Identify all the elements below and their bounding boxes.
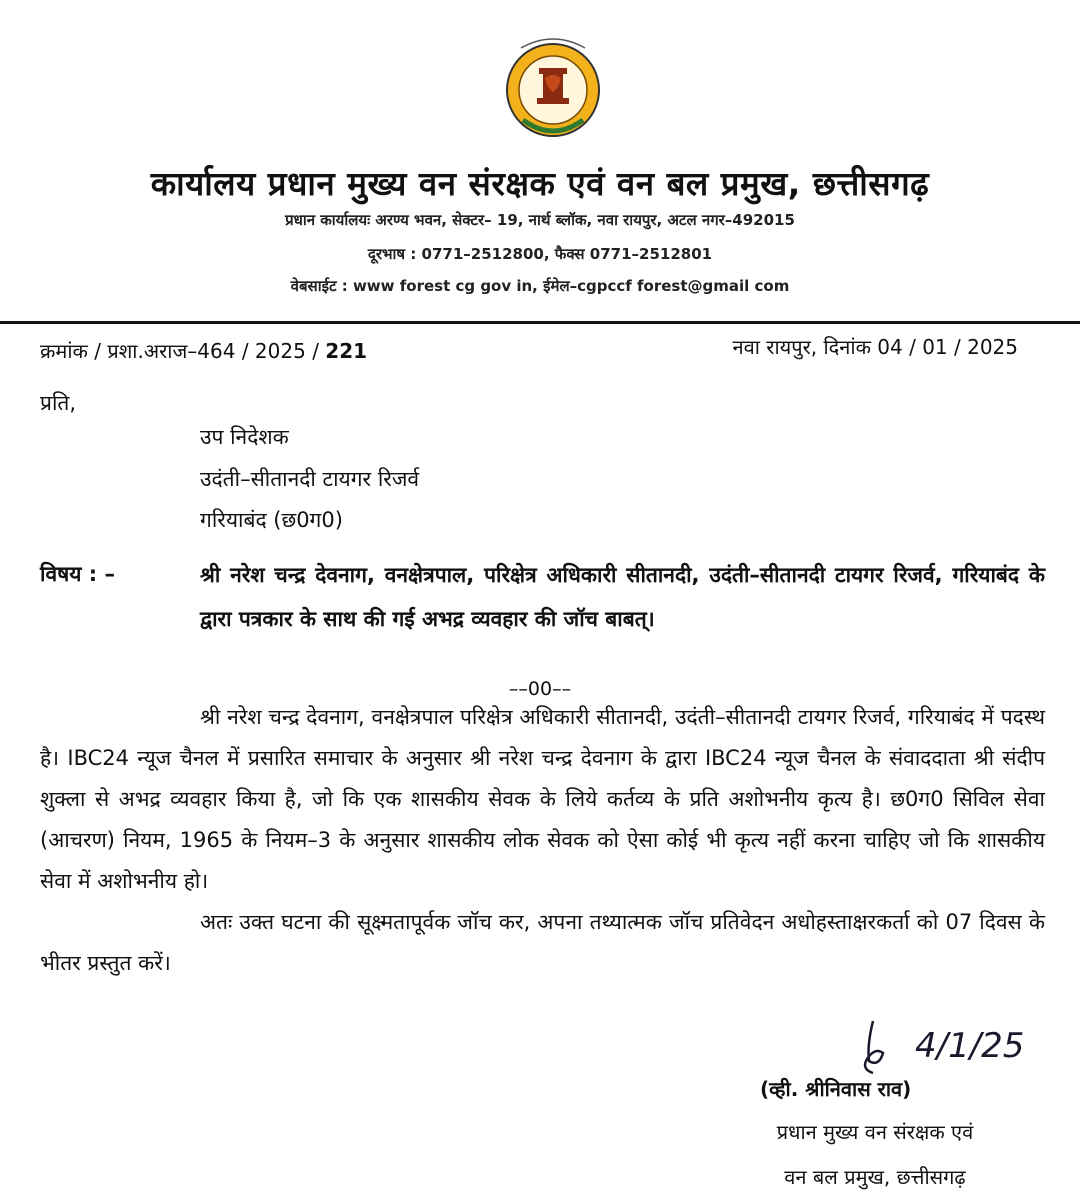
reference-serial: 221 <box>325 339 368 363</box>
body-paragraph: अतः उक्त घटना की सूक्ष्मतापूर्वक जॉच कर, अपना तथ्यात्मक जॉच प्रतिवेदन अधोहस्ताक्षरकर्ता को 07 दिवस के भीतर प्रस्तुत करें। <box>40 910 1045 975</box>
office-title: कार्यालय प्रधान मुख्य वन संरक्षक एवं वन बल प्रमुख, छत्तीसगढ़ <box>150 164 930 203</box>
body-paragraph: श्री नरेश चन्द्र देवनाग, वनक्षेत्रपाल परिक्षेत्र अधिकारी सीतानदी, उदंती–सीतानदी टायगर रिजर्व, गरियाबंद में पदस्थ है। IBC24 न्यूज चैनल में प्रसारित समाचार के अनुसार श्री नरेश चन्द्र देवनाग के द्वारा IBC24 न्यूज चैनल के संवाददाता श्री संदीप शुक्ला से अभद्र व्यवहार किया है, जो कि एक शासकीय सेवक के लिये कर्तव्य के प्रति अशोभनीय कृत्य है। छ0ग0 सिविल सेवा (आचरण) नियम, 1965 के नियम–3 के अनुसार शासकीय लोक सेवक को ऐसा कोई भी कृत्य नहीं करना चाहिए जो कि शासकीय सेवा में अशोभनीय हो। <box>40 705 1045 893</box>
designation-line: प्रधान मुख्य वन संरक्षक एवं <box>776 1120 974 1144</box>
office-website-email: वेबसाईट : www forest cg gov in, ईमेल–cgpccf forest@gmail com <box>290 277 790 295</box>
letter-body <box>40 697 1045 984</box>
office-address: प्रधान कार्यालयः अरण्य भवन, सेक्टर– 19, नार्थ ब्लॉक, नवा रायपुर, अटल नगर–492015 <box>285 211 795 229</box>
recipient-line: उदंती–सीतानदी टायगर रिजर्व <box>200 467 420 491</box>
subject-label: विषय : – <box>40 562 115 586</box>
reference-number <box>40 337 367 364</box>
chhattisgarh-emblem-icon <box>503 28 603 156</box>
office-phone: दूरभाष : 0771–2512800, फैक्स 0771–2512801 <box>367 245 713 263</box>
signer-name: (व्ही. श्रीनिवास राव) <box>760 1077 912 1101</box>
recipient-line: गरियाबंद (छ0ग0) <box>200 508 343 532</box>
designation-line: वन बल प्रमुख, छत्तीसगढ़ <box>784 1165 966 1189</box>
subject-text: श्री नरेश चन्द्र देवनाग, वनक्षेत्रपाल, परिक्षेत्र अधिकारी सीतानदी, उदंती–सीतानदी टायगर रिजर्व, गरियाबंद के द्वारा पत्रकार के साथ की गई अभद्र व्यवहार की जॉच बाबत्। <box>200 563 1045 631</box>
signature-date: 4/1/25 <box>915 1026 1025 1066</box>
recipient-line: उप निदेशक <box>200 425 289 449</box>
separator: ––00–– <box>508 678 572 700</box>
header-divider <box>0 321 1080 324</box>
letter-date: नवा रायपुर, दिनांक 04 / 01 / 2025 <box>732 335 1018 359</box>
reference-prefix: क्रमांक / प्रशा.अराज–464 / 2025 / <box>40 339 319 363</box>
signature-icon <box>835 1013 1050 1081</box>
to-label: प्रति, <box>40 391 77 415</box>
